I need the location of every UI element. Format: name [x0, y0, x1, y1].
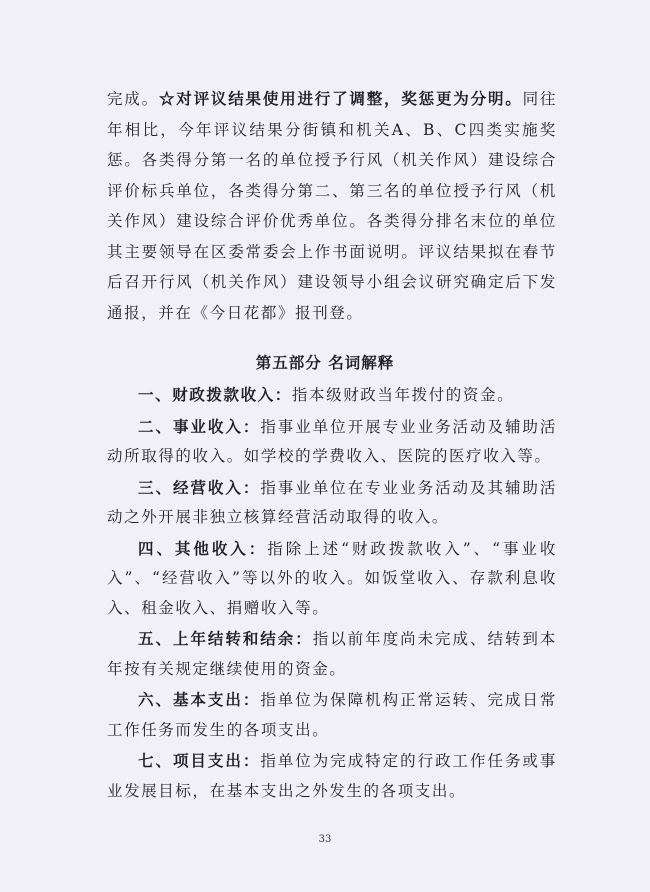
definitions-list	[107, 380, 557, 807]
intro-paragraph	[107, 84, 557, 328]
intro-text-rest: 同往年相比，今年评议结果分街镇和机关A、B、C四类实施奖惩。各类得分第一名的单位授予行风（机关作风）建设综合评价标兵单位，各类得分第二、第三名的单位授予行风（机关作风）建设综合评价优秀单位。各类得分排名末位的单位其主要领导在区委常委会上作书面说明。评议结果拟在春节后召开行风（机关作风）建设领导小组会议研究确定后下发通报，并在《今日花都》报刊登。	[107, 90, 557, 322]
definition-text: 指以前年度尚未完成、结转到本年按有关规定继续使用的资金。	[107, 630, 557, 678]
definition-text: 指单位为完成特定的行政工作任务或事业发展目标，在基本支出之外发生的各项支出。	[107, 752, 558, 800]
intro-text-start: 完成。	[107, 90, 159, 108]
definition-term: 二、事业收入：	[138, 416, 261, 436]
definition-term: 三、经营收入：	[138, 477, 261, 497]
definition-item	[107, 685, 557, 745]
definition-term: 四、其他收入：	[138, 538, 268, 558]
definition-text: 指除上述“财政拨款收入”、“事业收入”、“经营收入”等以外的收入。如饭堂收入、存款利息收入、租金收入、捐赠收入等。	[107, 539, 557, 617]
definition-text: 指事业单位开展专业业务活动及辅助活动所取得的收入。如学校的学费收入、医院的医疗收入等。	[107, 417, 558, 465]
definition-term: 七、项目支出：	[138, 751, 261, 770]
definition-term: 一、财政拨款收入：	[138, 385, 292, 404]
definition-item	[107, 534, 557, 624]
definition-item	[107, 380, 557, 411]
definition-item	[107, 473, 557, 533]
intro-text-bold: ☆对评议结果使用进行了调整，奖惩更为分明。	[158, 89, 523, 108]
definition-term: 六、基本支出：	[138, 690, 261, 709]
definition-text: 指单位为保障机构正常运转、完成日常工作任务而发生的各项支出。	[107, 691, 558, 739]
definition-term: 五、上年结转和结余：	[138, 629, 313, 648]
definition-text: 指事业单位在专业业务活动及其辅助活动之外开展非独立核算经营活动取得的收入。	[107, 478, 558, 526]
definition-item	[107, 746, 557, 806]
definition-item	[107, 624, 557, 684]
section-title: 第五部分 名词解释	[255, 353, 395, 372]
page-number: 33	[318, 834, 332, 845]
definition-item	[107, 412, 557, 472]
definition-text: 指本级财政当年拨付的资金。	[291, 386, 515, 404]
